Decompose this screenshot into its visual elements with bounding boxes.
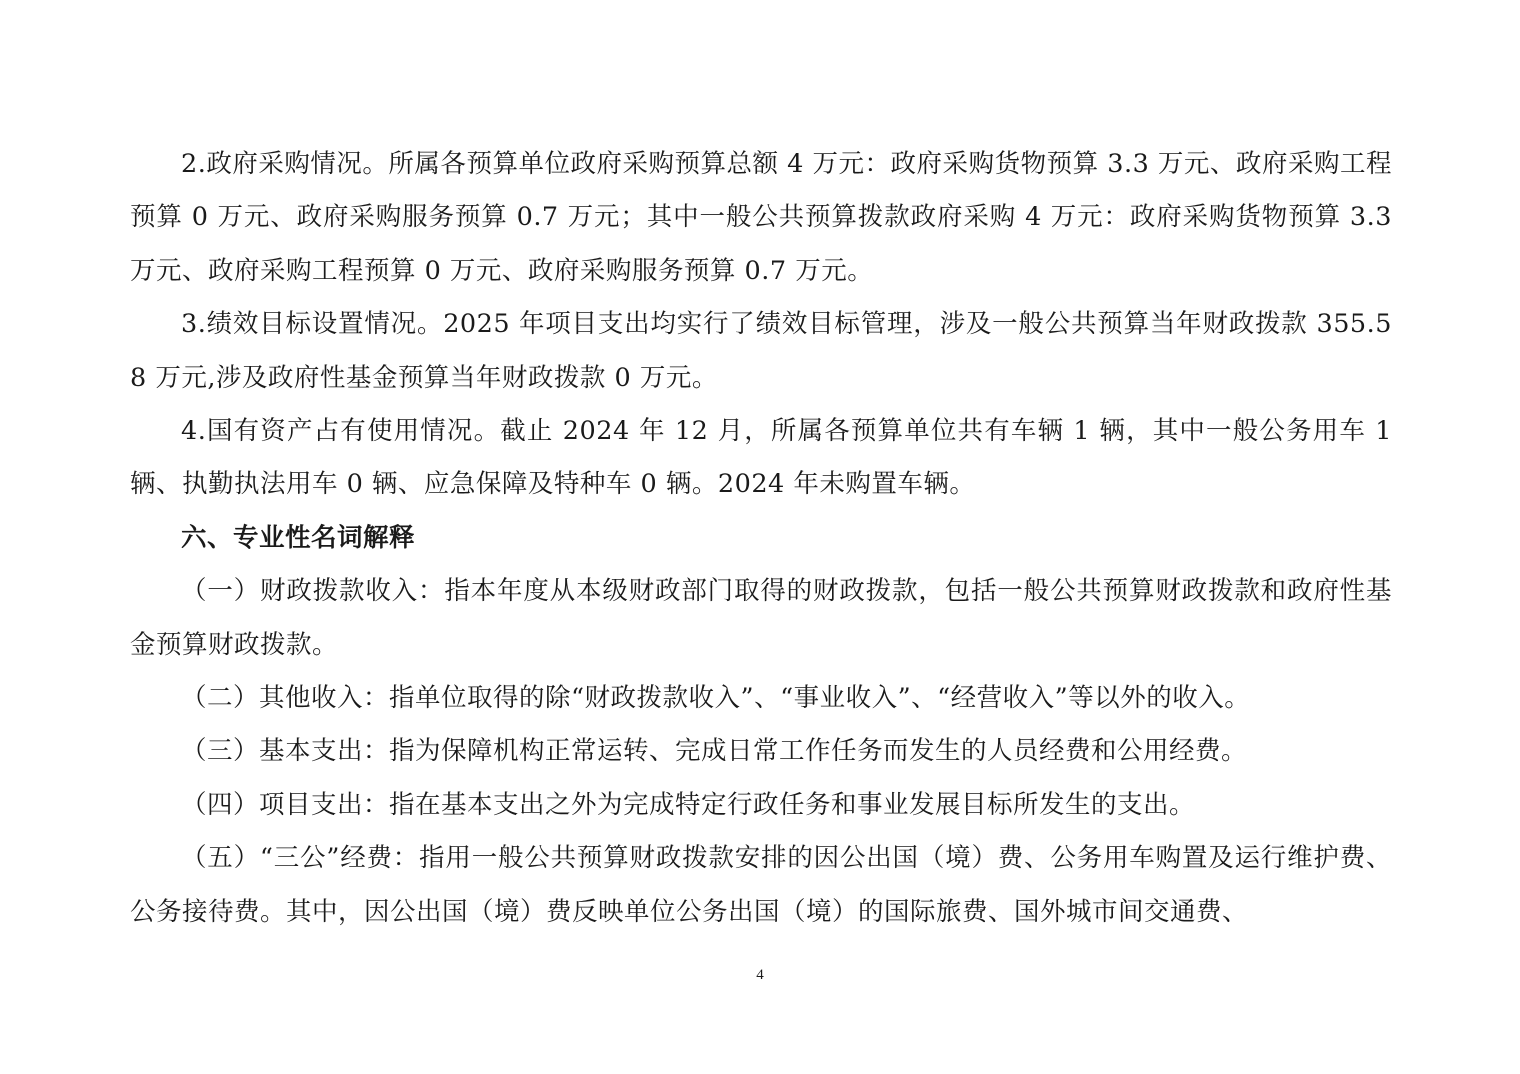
page-number: 4	[756, 967, 764, 983]
definition-basic-expenditure: （三）基本支出：指为保障机构正常运转、完成日常工作任务而发生的人员经费和公用经费。	[181, 736, 1248, 767]
definition-other-income: （二）其他收入：指单位取得的除“财政拨款收入”、“事业收入”、“经营收入”等以外的收入。	[181, 683, 1251, 714]
definition-project-expenditure: （四）项目支出：指在基本支出之外为完成特定行政任务和事业发展目标所发生的支出。	[181, 789, 1196, 820]
document-page	[130, 138, 1392, 958]
paragraph-government-procurement: 2.政府采购情况。所属各预算单位政府采购预算总额 4 万元：政府采购货物预算 3.3 万元、政府采购工程预算 0 万元、政府采购服务预算 0.7 万元；其中一般公共预算拨款政府采购 4 万元：政府采购货物预算 3.3 万元、政府采购工程预算 0 万元、政府采购服务预算 0.7 万元。	[130, 149, 1392, 286]
definition-fiscal-appropriation-income: （一）财政拨款收入：指本年度从本级财政部门取得的财政拨款，包括一般公共预算财政拨款和政府性基金预算财政拨款。	[130, 576, 1392, 660]
section-heading-terminology: 六、专业性名词解释	[181, 522, 416, 553]
paragraph-performance-targets: 3.绩效目标设置情况。2025 年项目支出均实行了绩效目标管理，涉及一般公共预算当年财政拨款 355.58 万元,涉及政府性基金预算当年财政拨款 0 万元。	[130, 309, 1392, 393]
paragraph-state-assets: 4.国有资产占有使用情况。截止 2024 年 12 月，所属各预算单位共有车辆 1 辆，其中一般公务用车 1 辆、执勤执法用车 0 辆、应急保障及特种车 0 辆。2024 年未购置车辆。	[130, 416, 1392, 500]
definition-three-public-expenses: （五）“三公”经费：指用一般公共预算财政拨款安排的因公出国（境）费、公务用车购置及运行维护费、公务接待费。其中，因公出国（境）费反映单位公务出国（境）的国际旅费、国外城市间交通费、	[130, 843, 1392, 927]
